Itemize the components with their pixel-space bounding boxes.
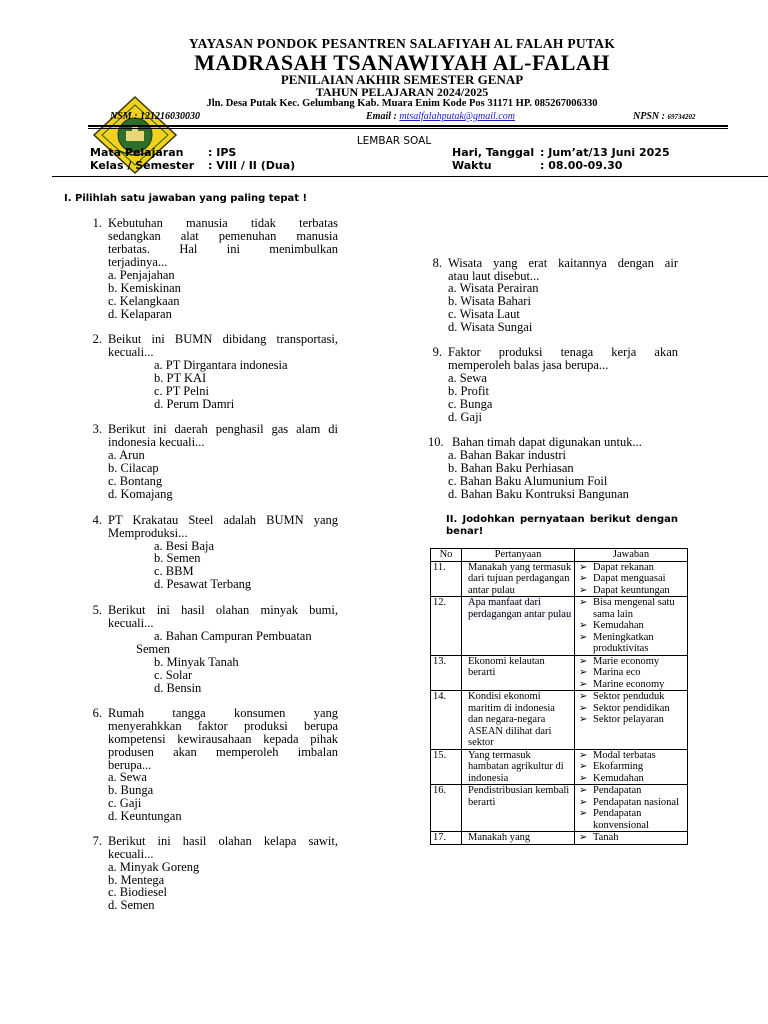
row-question [462, 597, 575, 656]
answer-choice[interactable]: ➢ Meningkatkan produktivitas [577, 632, 685, 655]
answer-option[interactable]: a. PT Dirgantara indonesia [154, 358, 288, 372]
time-value: : 08.00-09.30 [540, 159, 623, 172]
nsm-number: NSM : 121216030030 [110, 111, 201, 122]
email-line [366, 111, 515, 122]
answer-option[interactable]: c. BBM [154, 564, 194, 578]
question-text: kecuali... [108, 616, 154, 630]
answer-option[interactable]: c. Wisata Laut [448, 307, 520, 321]
question-number: 8. [432, 256, 442, 270]
question-text: Bahan timah dapat digunakan untuk... [452, 435, 642, 449]
question-text: Beikut ini BUMN dibidang transportasi, [108, 332, 338, 346]
question-number: 4. [92, 513, 102, 527]
school-name: MADRASAH TSANAWIYAH AL-FALAH [194, 50, 610, 75]
foundation-name: YAYASAN PONDOK PESANTREN SALAFIYAH AL FALAH PUTAK [188, 36, 616, 51]
question-number: 9. [432, 345, 442, 359]
answer-option[interactable]: b. PT KAI [154, 371, 207, 385]
answer-choice[interactable]: ➢ Modal terbatas [577, 750, 685, 762]
row-number: 13. [431, 655, 462, 691]
answer-option-continued[interactable]: Semen [136, 642, 171, 656]
table-header-row [431, 549, 688, 562]
question-text: Berikut ini hasil olahan kelapa sawit, [108, 834, 338, 848]
class-label: Kelas / Semester [90, 159, 195, 172]
answer-option[interactable]: b. Bunga [108, 783, 154, 797]
answer-option[interactable]: d. Perum Damri [154, 397, 235, 411]
column-header-no: No [431, 549, 462, 562]
answer-option[interactable]: b. Cilacap [108, 461, 159, 475]
row-answers [575, 691, 688, 750]
question-text: atau laut disebut... [448, 269, 540, 283]
sheet-title: LEMBAR SOAL [356, 135, 432, 147]
email-label: Email : [366, 111, 400, 122]
answer-option[interactable]: a. Sewa [108, 770, 147, 784]
answer-option[interactable]: d. Wisata Sungai [448, 320, 533, 334]
question-text: Rumah tangga konsumen yang [108, 706, 338, 720]
question-text: terjadinya... [108, 255, 168, 269]
answer-option[interactable]: a. Bahan Campuran Pembuatan [154, 629, 312, 643]
answer-choice[interactable]: ➢ Bisa mengenal satu sama lain [577, 597, 685, 620]
question-number: 3. [92, 422, 102, 436]
time-label: Waktu [452, 159, 492, 172]
answer-option[interactable]: d. Bensin [154, 681, 202, 695]
npsn-line [633, 111, 695, 122]
question-text: kecuali... [108, 847, 154, 861]
answer-option[interactable]: a. Arun [108, 448, 145, 462]
answer-option[interactable]: b. Profit [448, 384, 489, 398]
row-question: Kondisi ekonomi maritim di indonesia dan negara-negara ASEAN dilihat dari sektor [462, 691, 575, 750]
question-text: berupa... [108, 758, 152, 772]
row-number: 15. [431, 749, 462, 785]
table-row [431, 691, 688, 750]
answer-option[interactable]: b. Minyak Tanah [154, 655, 239, 669]
row-answers [575, 655, 688, 691]
answer-option[interactable]: a. Penjajahan [108, 268, 175, 282]
answer-choice[interactable]: ➢ Kemudahan [577, 620, 685, 632]
table-row [431, 785, 688, 832]
row-number: 12. [431, 597, 462, 656]
answer-option[interactable]: c. PT Pelni [154, 384, 209, 398]
row-question: Ekonomi kelautan berarti [462, 655, 575, 691]
row-number: 17. [431, 832, 462, 845]
question-text: menyerahkkan faktor produksi berupa [108, 719, 338, 733]
column-header-question: Pertanyaan [462, 549, 575, 562]
row-answers [575, 749, 688, 785]
question-text: indonesia kecuali... [108, 435, 205, 449]
class-value: : VIII / II (Dua) [208, 159, 296, 172]
answer-choice[interactable]: ➢ Marina eco [577, 667, 685, 679]
question-number: 6. [92, 706, 102, 720]
email-link[interactable]: mtsalfalahputak@gmail.com [399, 111, 515, 122]
question-text: kecuali... [108, 345, 154, 359]
answer-choice[interactable]: ➢ Dapat keuntungan [577, 585, 685, 597]
row-question: Manakah yang [462, 832, 575, 845]
subject-label: Mata Pelajaran [90, 146, 184, 159]
exam-title: PENILAIAN AKHIR SEMESTER GENAP [280, 72, 524, 87]
answer-option[interactable]: a. Minyak Goreng [108, 860, 200, 874]
table-row [431, 597, 688, 656]
table-row [431, 749, 688, 785]
answer-option[interactable]: c. Bahan Baku Alumunium Foil [448, 474, 608, 488]
answer-choice[interactable]: ➢ Kemudahan [577, 773, 685, 785]
answer-choice[interactable]: ➢ Ekofarming [577, 761, 685, 773]
answer-option[interactable]: d. Kelaparan [108, 307, 172, 321]
row-number: 14. [431, 691, 462, 750]
row-answers [575, 832, 688, 845]
answer-option[interactable]: b. Kemiskinan [108, 281, 181, 295]
answer-choice[interactable]: ➢ Tanah [577, 832, 685, 844]
question-text: Faktor produksi tenaga kerja akan [448, 345, 678, 359]
answer-choice[interactable]: ➢ Sektor pendidikan [577, 703, 685, 715]
answer-option[interactable]: a. Sewa [448, 371, 487, 385]
highlighted-question: Apa manfaat dari perdagangan antar pulau [468, 597, 572, 620]
answer-option[interactable]: d. Komajang [108, 487, 173, 501]
npsn-number: 69734202 [667, 113, 696, 121]
answer-choice[interactable]: ➢ Dapat rekanan [577, 562, 685, 574]
answer-option[interactable]: d. Bahan Baku Kontruksi Bangunan [448, 487, 629, 501]
answer-option[interactable]: a. Bahan Bakar industri [448, 448, 567, 462]
question-number: 7. [92, 834, 102, 848]
subject-value: : IPS [208, 146, 237, 159]
answer-option[interactable]: b. Wisata Bahari [448, 294, 531, 308]
school-address: Jln. Desa Putak Kec. Gelumbang Kab. Muara Enim Kode Pos 31171 HP. 085267006330 [206, 98, 598, 109]
column-header-answer: Jawaban [575, 549, 688, 562]
question-text: Kebutuhan manusia tidak terbatas [108, 216, 338, 230]
answer-choice[interactable]: ➢ Sektor penduduk [577, 691, 685, 703]
answer-option[interactable]: d. Semen [108, 898, 155, 912]
npsn-label: NPSN : [633, 111, 668, 122]
row-answers [575, 561, 688, 597]
answer-option[interactable]: b. Semen [154, 551, 201, 565]
row-answers [575, 785, 688, 832]
row-question: Yang termasuk hambatan agrikultur di indonesia [462, 749, 575, 785]
question-text: PT Krakatau Steel adalah BUMN yang [108, 513, 338, 527]
answer-choice[interactable]: ➢ Pendapatan konvensional [577, 808, 685, 831]
answer-option[interactable]: b. Mentega [108, 873, 165, 887]
row-number: 16. [431, 785, 462, 832]
answer-option[interactable]: c. Kelangkaan [108, 294, 180, 308]
answer-option[interactable]: c. Solar [154, 668, 193, 682]
table-row [431, 655, 688, 691]
answer-option[interactable]: a. Wisata Perairan [448, 281, 539, 295]
question-text: terbatas. Hal ini menimbulkan [108, 242, 338, 256]
row-question: Manakah yang termasuk dari tujuan perdagangan antar pulau [462, 561, 575, 597]
academic-year: TAHUN PELAJARAN 2024/2025 [315, 85, 489, 99]
table-row [431, 561, 688, 597]
question-number: 2. [92, 332, 102, 346]
answer-option[interactable]: d. Gaji [448, 410, 483, 424]
answer-option[interactable]: c. Bunga [448, 397, 493, 411]
answer-choice[interactable]: ➢ Sektor pelayaran [577, 714, 685, 726]
table-row [431, 832, 688, 845]
answer-option[interactable]: b. Bahan Baku Perhiasan [448, 461, 574, 475]
question-text: memperoleh balas jasa berupa... [448, 358, 609, 372]
question-text: Wisata yang erat kaitannya dengan air [448, 256, 678, 270]
answer-choice[interactable]: ➢ Pendapatan [577, 785, 685, 797]
answer-option[interactable]: c. Biodiesel [108, 885, 168, 899]
section-2-title: II. Jodohkan pernyataan berikut dengan benar! [446, 514, 678, 537]
question-text: produsen akan memperoleh imbalan [108, 745, 338, 759]
answer-option[interactable]: d. Pesawat Terbang [154, 577, 252, 591]
question-text: sedangkan alat pemenuhan manusia [108, 229, 338, 243]
row-answers [575, 597, 688, 656]
section-1-title: I. Pilihlah satu jawaban yang paling tepat ! [64, 193, 308, 204]
question-number: 5. [92, 603, 102, 617]
answer-option[interactable]: c. Gaji [108, 796, 142, 810]
header-divider [88, 125, 728, 127]
matching-table [430, 548, 688, 845]
question-text: Berikut ini hasil olahan minyak bumi, [108, 603, 338, 617]
question-number: 1. [92, 216, 102, 230]
answer-option[interactable]: a. Besi Baja [154, 539, 215, 553]
header-divider-thin [88, 128, 728, 129]
question-text: kompetensi kewirausahaan kepada pihak [108, 732, 338, 746]
question-text: Memproduksi... [108, 526, 188, 540]
question-text: Berikut ini daerah penghasil gas alam di [108, 422, 338, 436]
date-value: : Jum’at/13 Juni 2025 [540, 146, 670, 159]
info-divider [52, 176, 768, 177]
answer-option[interactable]: d. Keuntungan [108, 809, 182, 823]
answer-choice[interactable]: ➢ Marie economy [577, 656, 685, 668]
row-question: Pendistribusian kembali berarti [462, 785, 575, 832]
row-number: 11. [431, 561, 462, 597]
answer-choice[interactable]: ➢ Pendapatan nasional [577, 797, 685, 809]
question-number: 10. [428, 435, 444, 449]
answer-choice[interactable]: ➢ Marine economy [577, 679, 685, 691]
answer-option[interactable]: c. Bontang [108, 474, 163, 488]
date-label: Hari, Tanggal [452, 146, 535, 159]
answer-choice[interactable]: ➢ Dapat menguasai [577, 573, 685, 585]
